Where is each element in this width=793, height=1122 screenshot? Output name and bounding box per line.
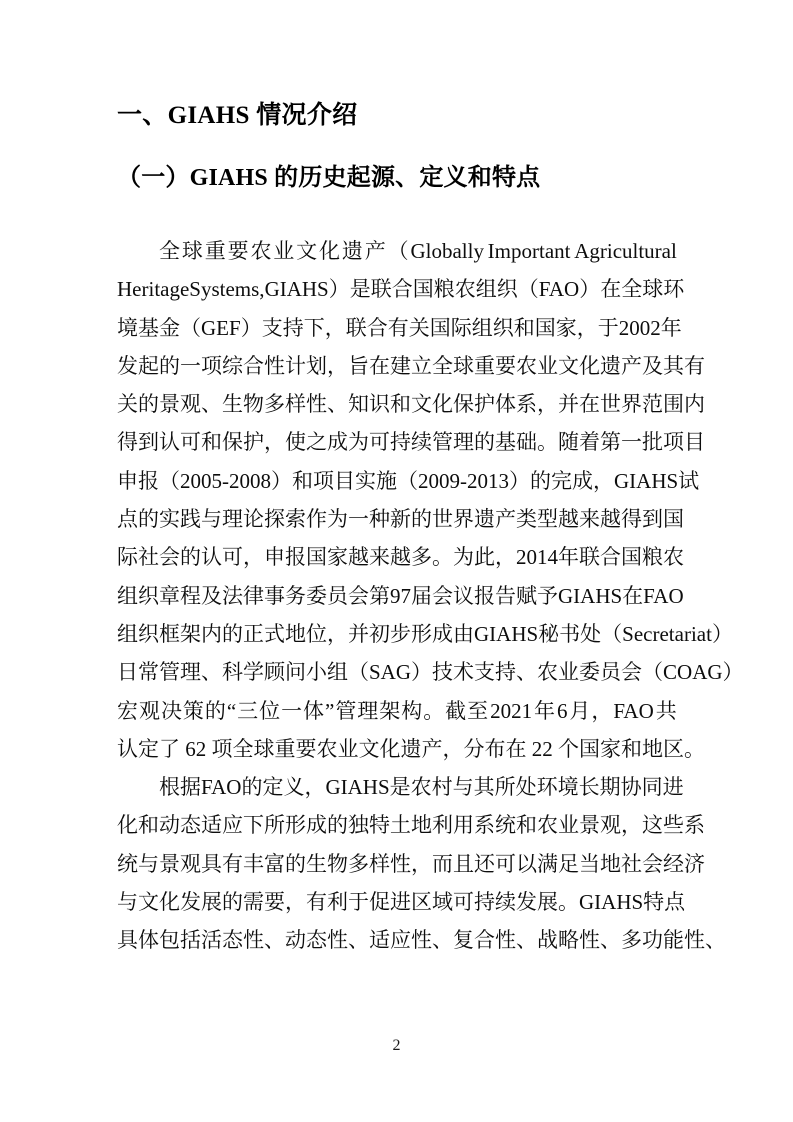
subsection-heading: （一）GIAHS 的历史起源、定义和特点 — [117, 165, 541, 191]
text-line: 统 与 景 观 具 有 丰 富 的 生 物 多 样 性 ， 而 且 还 可 以 满 足 当 地 社 会 经 济 — [117, 851, 705, 876]
text-line: 与 文 化 发 展 的 需 要 ， 有 利 于 促 进 区 域 可 持 续 发 展 。 GIAHS 特 点 — [117, 890, 686, 915]
text-line: Heritage Systems, GIAHS ） 是 联 合 国 粮 农 组 织 （ FAO ） 在 全 球 环 — [117, 277, 685, 302]
text-line: 申 报 （ 2005-2008 ） 和 项 目 实 施 （ 2009-2013 ） 的 完 成 ， GIAHS 试 — [117, 468, 700, 493]
text-line: 全 球 重 要 农 业 文 化 遗 产 （ Globally Important Agricultural — [159, 239, 677, 263]
text-line: 认定了 62 项全球重要农业文化遗产，分布在 22 个国家和地区。 — [117, 736, 705, 761]
text-line: 发 起 的 一 项 综 合 性 计 划 ， 旨 在 建 立 全 球 重 要 农 业 文 化 遗 产 及 其 有 — [117, 353, 705, 378]
section-heading: 一、GIAHS 情况介绍 — [117, 102, 358, 129]
text-line: 际 社 会 的 认 可 ， 申 报 国 家 越 来 越 多 。 为 此 ， 2014 年 联 合 国 粮 农 — [117, 545, 684, 570]
text-line: 宏 观 决 策 的 “ 三 位 一 体 ” 管 理 架 构 。 截 至 2021 年 6 月 ， FAO 共 — [117, 698, 677, 723]
page-number: 2 — [392, 1037, 401, 1054]
text-line: 点 的 实 践 与 理 论 探 索 作 为 一 种 新 的 世 界 遗 产 类 型 越 来 越 得 到 国 — [117, 507, 684, 532]
text-line: 根 据 FAO 的 定 义 ， GIAHS 是 农 村 与 其 所 处 环 境 长 期 协 同 进 — [159, 775, 684, 800]
body-text — [117, 232, 744, 960]
text-line: 日 常 管 理 、 科 学 顾 问 小 组 （ SAG ） 技 术 支 持 、 农 业 委 员 会 （ COAG ） — [117, 660, 744, 685]
text-line: 境 基 金 （ GEF ） 支 持 下 ， 联 合 有 关 国 际 组 织 和 国 家 ， 于 2002 年 — [117, 315, 682, 340]
text-line: 得 到 认 可 和 保 护 ， 使 之 成 为 可 持 续 管 理 的 基 础 。 随 着 第 一 批 项 目 — [117, 430, 705, 455]
text-line: 化 和 动 态 适 应 下 所 形 成 的 独 特 土 地 利 用 系 统 和 农 业 景 观 ， 这 些 系 — [117, 813, 705, 838]
text-line: 关 的 景 观 、 生 物 多 样 性 、 知 识 和 文 化 保 护 体 系 ， 并 在 世 界 范 围 内 — [117, 392, 705, 417]
text-line: 组 织 框 架 内 的 正 式 地 位 ， 并 初 步 形 成 由 GIAHS 秘 书 处 （ Secretariat ） — [117, 621, 733, 646]
text-line: 组 织 章 程 及 法 律 事 务 委 员 会 第 97 届 会 议 报 告 赋 予 GIAHS 在 FAO — [117, 583, 684, 608]
text-line: 具体包括活态性、动态性、适应性、复合性、战略性、多功能性、 — [117, 928, 726, 953]
